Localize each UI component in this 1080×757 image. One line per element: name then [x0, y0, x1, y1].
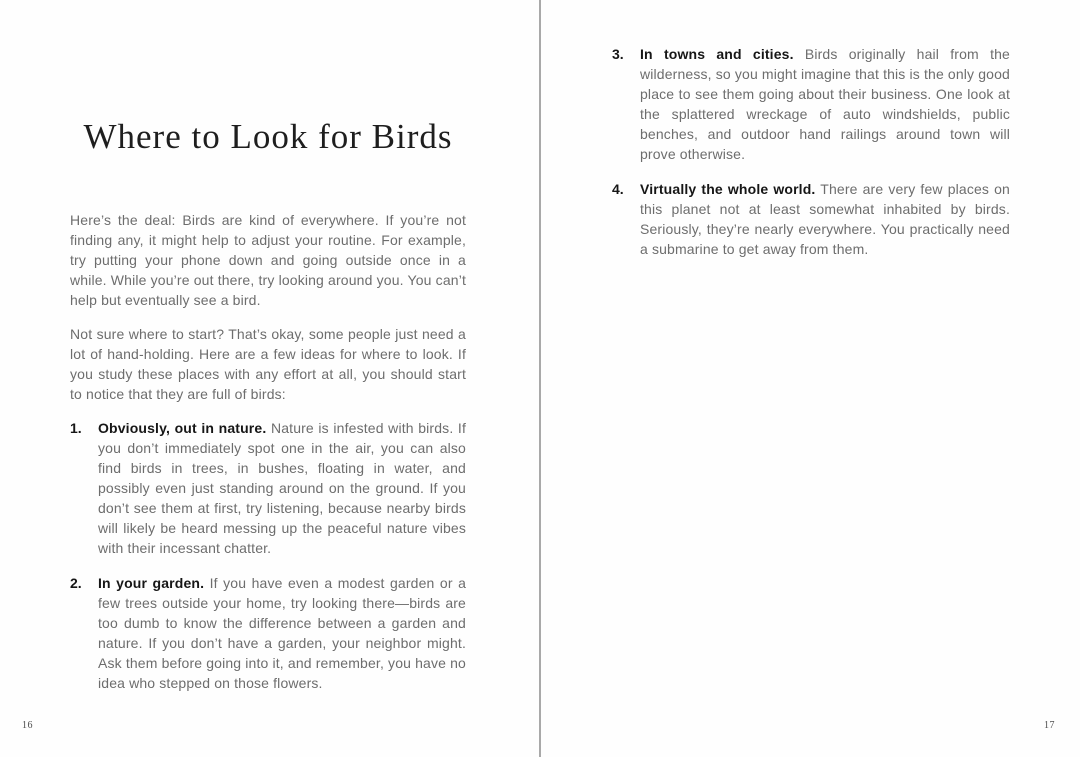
list-item-body: There are very few places on this planet not at least somewhat inhabited by birds. Seriously, they’re nearly everywhere. You practically need a submarine to get away from them. [640, 181, 1010, 257]
spine-divider [539, 0, 541, 757]
list-item-body: If you have even a modest garden or a few trees outside your home, try looking there—birds are too dumb to know the difference between a garden and nature. If you don’t have a garden, your neighbor might. Ask them before going into it, and remember, you have no idea who stepped on those flowers. [98, 575, 467, 691]
list-item-number: 3. [612, 46, 624, 62]
list-item-body: Birds originally hail from the wilderness, so you might imagine that this is the only good place to see them going about their business. One look at the splattered wreckage of auto windshields, public benches, and outdoor hand railings around town will prove otherwise. [640, 46, 1010, 162]
list-item-1 [70, 418, 466, 558]
list-item-3 [612, 44, 1010, 164]
list-item-heading: In towns and cities. [640, 46, 794, 62]
list-item-4 [612, 179, 1010, 259]
list-item-number: 4. [612, 181, 624, 197]
intro-paragraph-2: Not sure where to start? That’s okay, some people just need a lot of hand-holding. Here are a few ideas for where to look. If you study these places with any effort at all, you should start to notice that they are full of birds: [70, 326, 466, 402]
list-item-number: 1. [70, 420, 82, 436]
list-item-heading: Virtually the whole world. [640, 181, 816, 197]
intro-paragraph-1: Here’s the deal: Birds are kind of everywhere. If you’re not finding any, it might help to adjust your routine. For example, try putting your phone down and going outside once in a while. While you’re out there, try looking around you. You can’t help but eventually see a bird. [70, 212, 466, 308]
page-left [70, 0, 466, 708]
list-item-body: Nature is infested with birds. If you don’t immediately spot one in the air, you can also find birds in trees, in bushes, floating in water, and possibly even just standing around on the ground. If you don’t see them at first, try listening, because nearby birds will likely be heard messing up the peaceful nature vibes with their incessant chatter. [98, 420, 466, 556]
list-item-heading: Obviously, out in nature. [98, 420, 267, 436]
list-item-text [98, 573, 466, 693]
page-number-right: 17 [1044, 720, 1055, 731]
list-item-2 [70, 573, 466, 693]
list-item-text [98, 418, 466, 558]
list-item-heading: In your garden. [98, 575, 205, 591]
page-number-left: 16 [22, 720, 33, 731]
list-item-text [640, 44, 1010, 164]
list-item-text [640, 179, 1010, 259]
page-right [612, 0, 1010, 274]
list-item-number: 2. [70, 575, 82, 591]
chapter-title: Where to Look for Birds [83, 117, 453, 156]
